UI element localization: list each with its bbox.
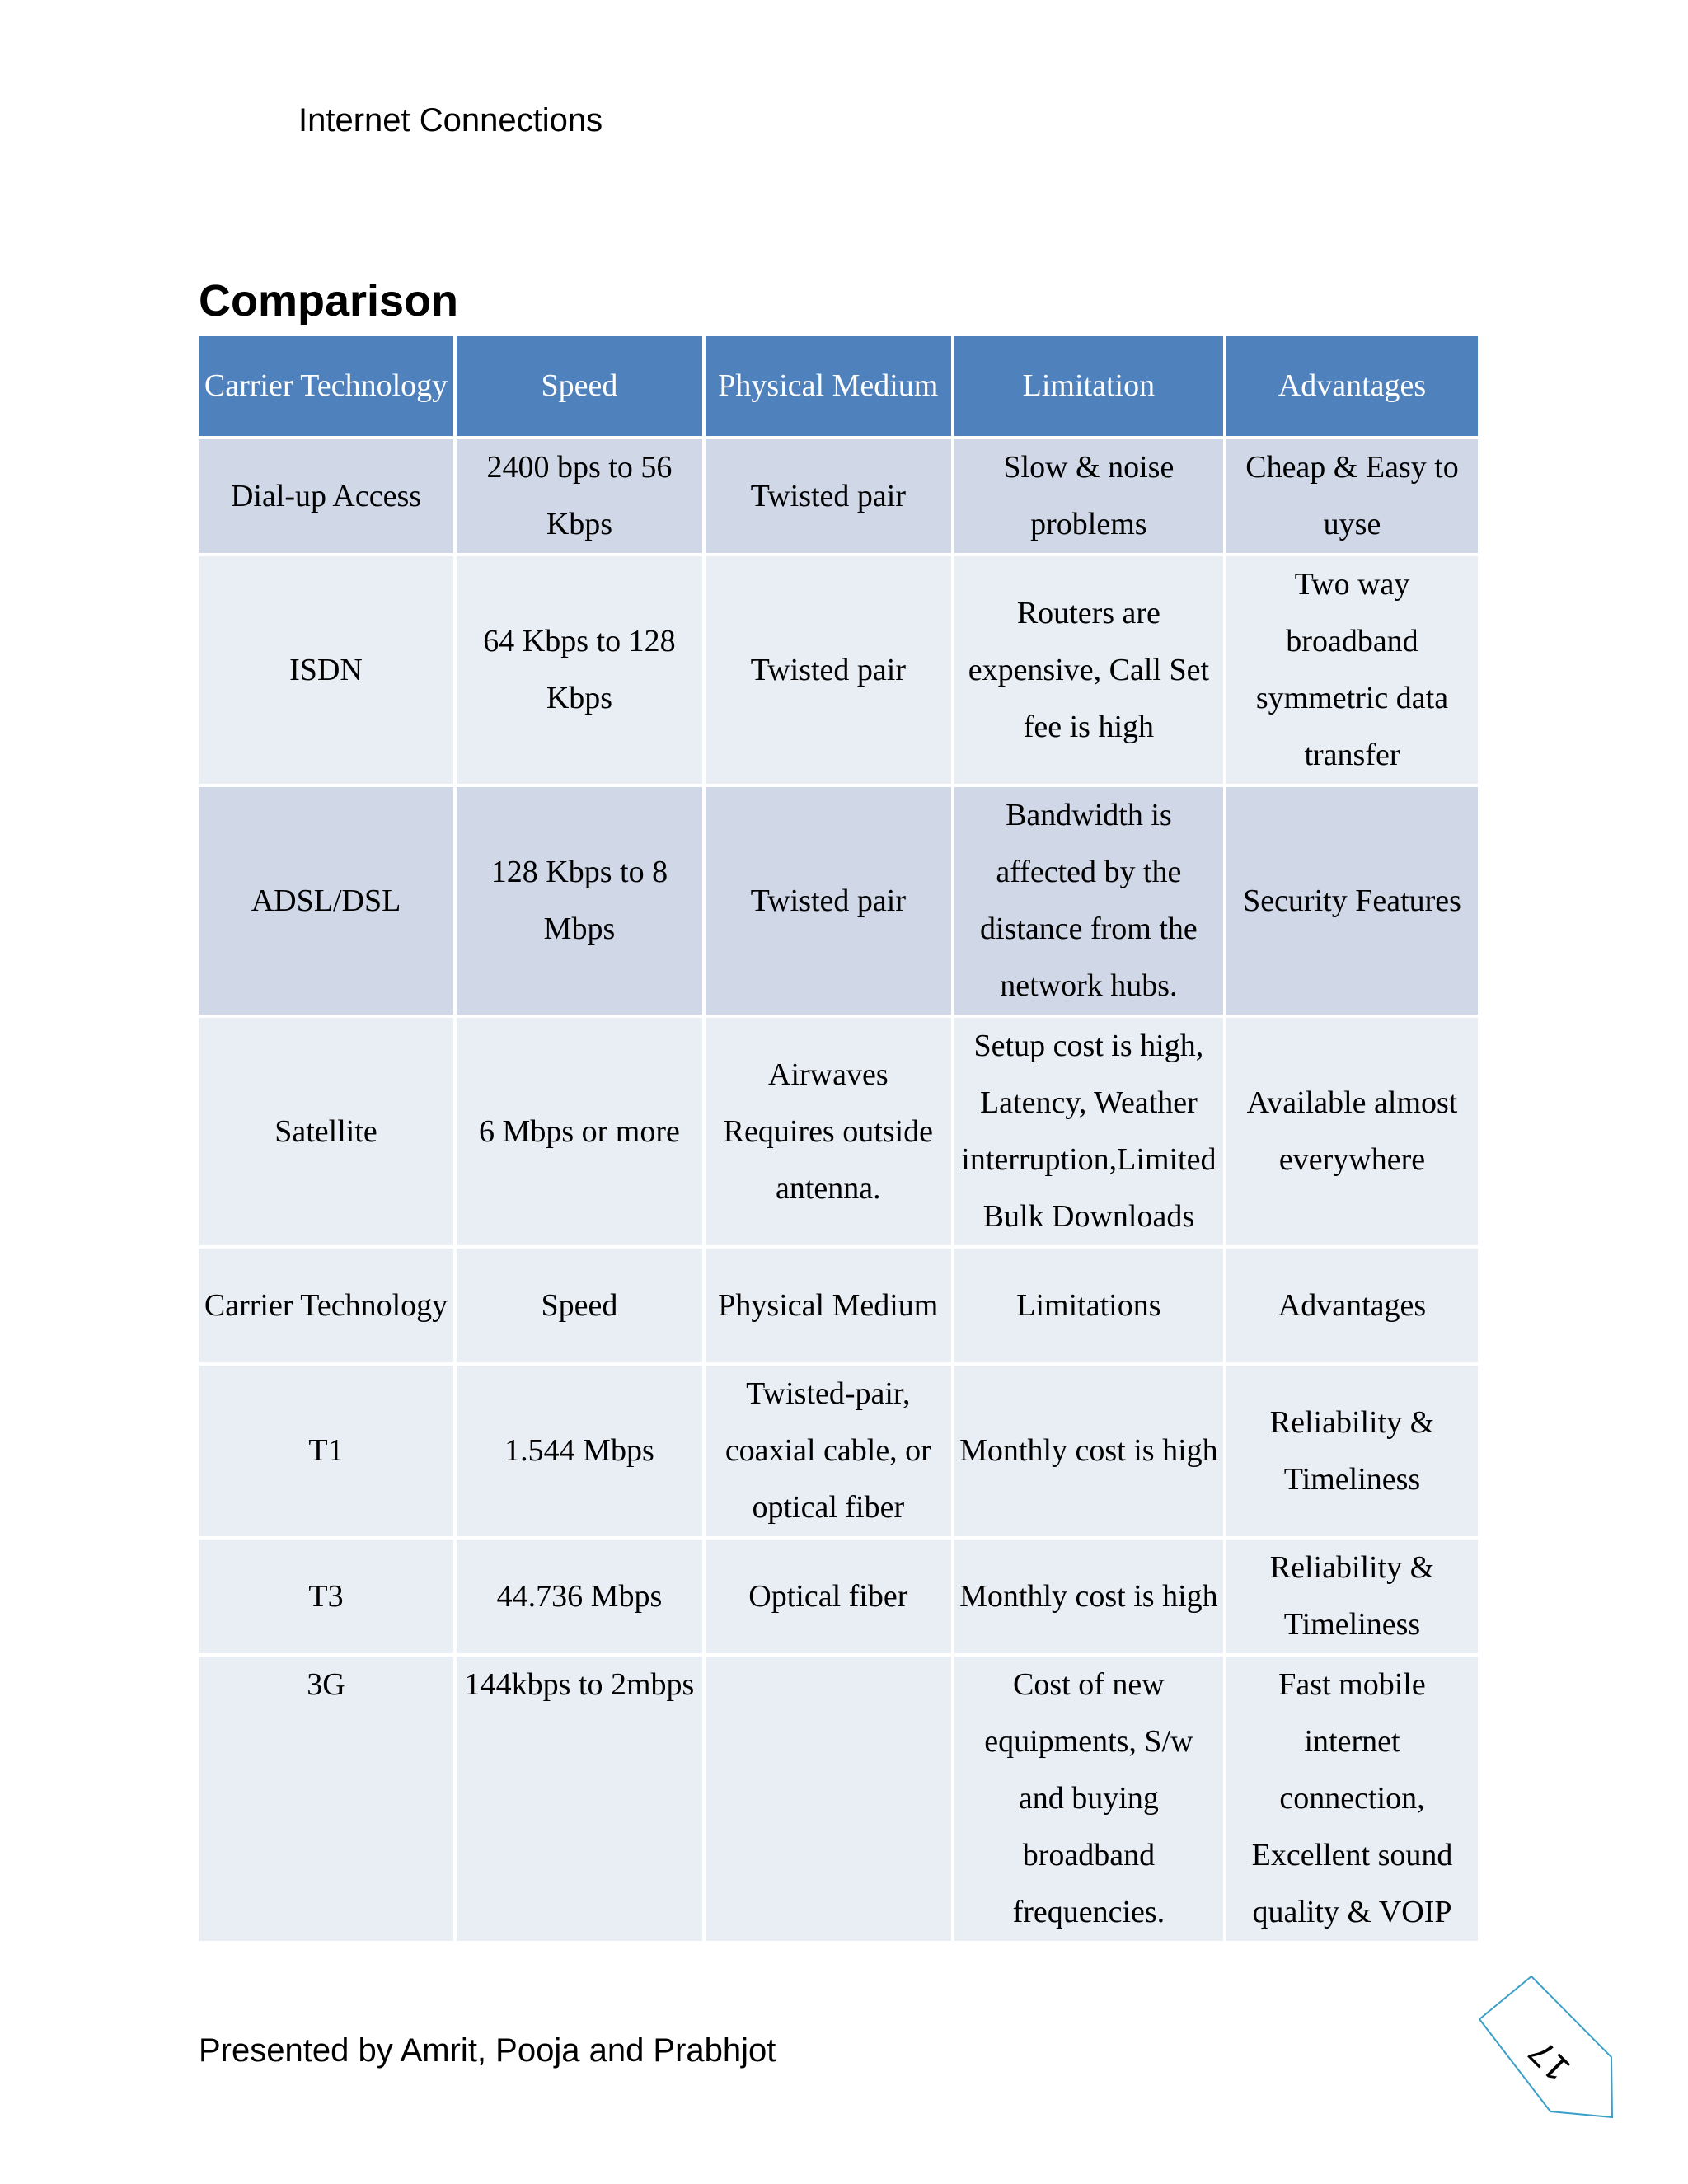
table-cell: 44.736 Mbps [457, 1540, 702, 1653]
header-advantages: Advantages [1226, 336, 1478, 436]
table-cell: Dial-up Access [199, 439, 453, 553]
table-cell: Fast mobile internet connection, Excellent sound quality & VOIP [1226, 1657, 1478, 1941]
page-number: 17 [1521, 2032, 1578, 2089]
table-row [199, 787, 1478, 1015]
table-cell: Setup cost is high, Latency, Weather interruption,Limited Bulk Downloads [954, 1018, 1223, 1245]
table-cell: Reliability & Timeliness [1226, 1540, 1478, 1653]
table-cell: Twisted pair [706, 439, 951, 553]
table-row [199, 1366, 1478, 1536]
table-cell: T1 [199, 1366, 453, 1536]
page-number-tag [1475, 1976, 1632, 2133]
footer-presenters: Presented by Amrit, Pooja and Prabhjot [199, 2032, 776, 2069]
table-cell: Physical Medium [706, 1249, 951, 1362]
table-cell: Available almost everywhere [1226, 1018, 1478, 1245]
table-row [199, 1249, 1478, 1362]
table-cell: Twisted pair [706, 787, 951, 1015]
table-row [199, 1018, 1478, 1245]
table-cell: Twisted-pair, coaxial cable, or optical fiber [706, 1366, 951, 1536]
table-header-row [199, 336, 1478, 436]
table-cell: Optical fiber [706, 1540, 951, 1653]
table-cell: Advantages [1226, 1249, 1478, 1362]
table-cell: Reliability & Timeliness [1226, 1366, 1478, 1536]
table-row [199, 1657, 1478, 1941]
table-cell: 64 Kbps to 128 Kbps [457, 556, 702, 784]
table-cell: 3G [199, 1657, 453, 1941]
table-cell: 144kbps to 2mbps [457, 1657, 702, 1941]
table-cell: 2400 bps to 56 Kbps [457, 439, 702, 553]
table-cell: Security Features [1226, 787, 1478, 1015]
table-cell: Airwaves Requires outside antenna. [706, 1018, 951, 1245]
table-cell: Cheap & Easy to uyse [1226, 439, 1478, 553]
table-cell: Two way broadband symmetric data transfer [1226, 556, 1478, 784]
table-cell: Routers are expensive, Call Set fee is high [954, 556, 1223, 784]
table-row [199, 439, 1478, 553]
table-cell: Twisted pair [706, 556, 951, 784]
header-physical-medium: Physical Medium [706, 336, 951, 436]
table-cell: Limitations [954, 1249, 1223, 1362]
table-cell: Satellite [199, 1018, 453, 1245]
table-cell: Monthly cost is high [954, 1366, 1223, 1536]
table-cell: Monthly cost is high [954, 1540, 1223, 1653]
section-title: Comparison [199, 276, 459, 326]
header-carrier-technology: Carrier Technology [199, 336, 453, 436]
table-cell: ADSL/DSL [199, 787, 453, 1015]
table-cell: Slow & noise problems [954, 439, 1223, 553]
table-cell: Bandwidth is affected by the distance from the network hubs. [954, 787, 1223, 1015]
table-cell: Carrier Technology [199, 1249, 453, 1362]
table-cell [706, 1657, 951, 1941]
table-row [199, 556, 1478, 784]
table-cell: 1.544 Mbps [457, 1366, 702, 1536]
table-cell: 6 Mbps or more [457, 1018, 702, 1245]
table-cell: 128 Kbps to 8 Mbps [457, 787, 702, 1015]
table-cell: T3 [199, 1540, 453, 1653]
header-speed: Speed [457, 336, 702, 436]
table-cell: ISDN [199, 556, 453, 784]
table-cell: Speed [457, 1249, 702, 1362]
comparison-table [195, 333, 1481, 1944]
table-row [199, 1540, 1478, 1653]
page-header: Internet Connections [298, 102, 603, 138]
header-limitation: Limitation [954, 336, 1223, 436]
table-cell: Cost of new equipments, S/w and buying broadband frequencies. [954, 1657, 1223, 1941]
